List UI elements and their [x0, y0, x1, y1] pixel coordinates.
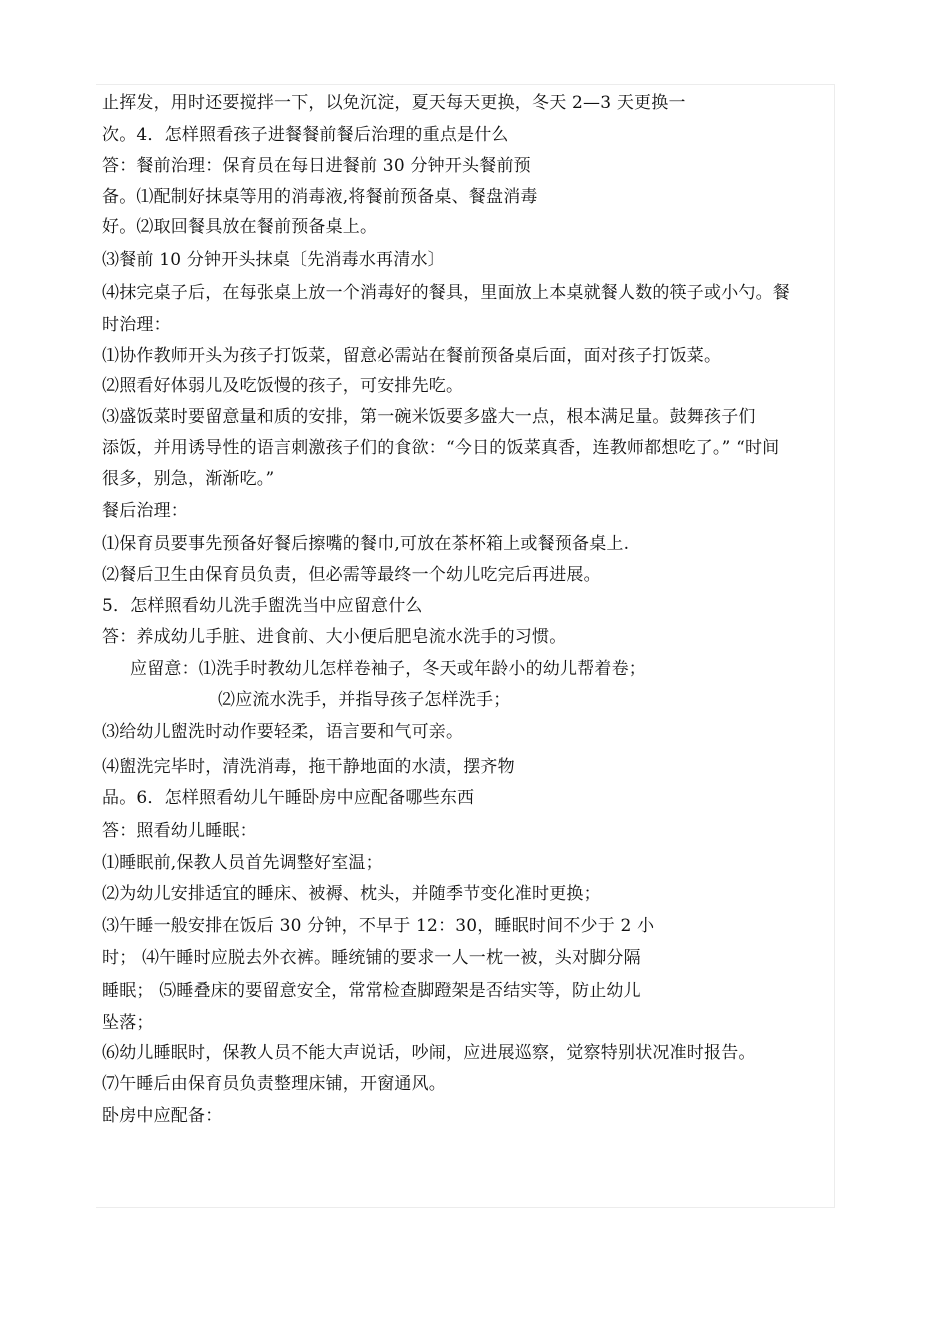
text-line: 时； ⑷午睡时应脱去外衣裤。睡统铺的要求一人一枕一被，头对脚分隔 — [102, 948, 641, 968]
text-line: 答：养成幼儿手脏、进食前、大小便后肥皂流水洗手的习惯。 — [102, 627, 567, 647]
text-line: ⑵餐后卫生由保育员负责，但必需等最终一个幼儿吃完后再进展。 — [102, 565, 601, 585]
text-line: 餐后治理： — [102, 501, 188, 521]
text-line: ⑺午睡后由保育员负责整理床铺，开窗通风。 — [102, 1074, 446, 1094]
text-line: 好。⑵取回餐具放在餐前预备桌上。 — [102, 217, 378, 237]
text-line: 时治理： — [102, 315, 171, 335]
text-line: ⑴睡眠前,保教人员首先调整好室温； — [102, 853, 383, 873]
text-line: ⑷抹完桌子后，在每张桌上放一个消毒好的餐具，里面放上本桌就餐人数的筷子或小勺。餐 — [102, 283, 790, 303]
text-line: ⑵应流水洗手，并指导孩子怎样洗手； — [218, 690, 511, 710]
text-line: 品。6．怎样照看幼儿午睡卧房中应配备哪些东西 — [102, 788, 475, 808]
text-line: 止挥发，用时还要搅拌一下，以免沉淀，夏天每天更换，冬天 2—3 天更换一 — [102, 93, 686, 113]
text-line: ⑷盥洗完毕时，清洗消毒，拖干静地面的水渍，摆齐物 — [102, 757, 515, 777]
text-line: ⑵照看好体弱儿及吃饭慢的孩子，可安排先吃。 — [102, 376, 464, 396]
text-line: ⑹幼儿睡眠时，保教人员不能大声说话，吵闹，应进展巡察，觉察特别状况准时报告。 — [102, 1043, 756, 1063]
text-line: 坠落； — [102, 1013, 154, 1033]
text-line: ⑴保育员要事先预备好餐后擦嘴的餐巾,可放在茶杯箱上或餐预备桌上. — [102, 534, 630, 554]
text-line: 备。⑴配制好抹桌等用的消毒液,将餐前预备桌、餐盘消毒 — [102, 187, 538, 207]
text-line: 5．怎样照看幼儿洗手盥洗当中应留意什么 — [102, 596, 423, 616]
text-line: ⑶盛饭菜时要留意量和质的安排，第一碗米饭要多盛大一点，根本满足量。鼓舞孩子们 — [102, 407, 756, 427]
text-line: ⑶给幼儿盥洗时动作要轻柔，语言要和气可亲。 — [102, 722, 464, 742]
text-line: 睡眠； ⑸睡叠床的要留意安全，常常检查脚蹬架是否结实等，防止幼儿 — [102, 981, 641, 1001]
text-line: 卧房中应配备： — [102, 1106, 223, 1126]
text-line: 很多，别急，渐渐吃。” — [102, 469, 275, 489]
text-line: ⑶午睡一般安排在饭后 30 分钟，不早于 12：30，睡眠时间不少于 2 小 — [102, 916, 655, 936]
text-line: 次。4．怎样照看孩子进餐餐前餐后治理的重点是什么 — [102, 125, 509, 145]
text-line: 添饭，并用诱导性的语言刺激孩子们的食欲：“今日的饭菜真香，连教师都想吃了。” “时间 — [102, 438, 780, 458]
text-line: ⑶餐前 10 分钟开头抹桌〔先消毒水再清水〕 — [102, 250, 445, 270]
text-line: ⑴协作教师开头为孩子打饭菜，留意必需站在餐前预备桌后面，面对孩子打饭菜。 — [102, 346, 722, 366]
text-line: 应留意：⑴洗手时教幼儿怎样卷袖子，冬天或年龄小的幼儿帮着卷； — [130, 659, 646, 679]
text-line: 答：餐前治理：保育员在每日进餐前 30 分钟开头餐前预 — [102, 156, 531, 176]
text-line: ⑵为幼儿安排适宜的睡床、被褥、枕头，并随季节变化准时更换； — [102, 884, 601, 904]
text-line: 答：照看幼儿睡眠： — [102, 821, 257, 841]
